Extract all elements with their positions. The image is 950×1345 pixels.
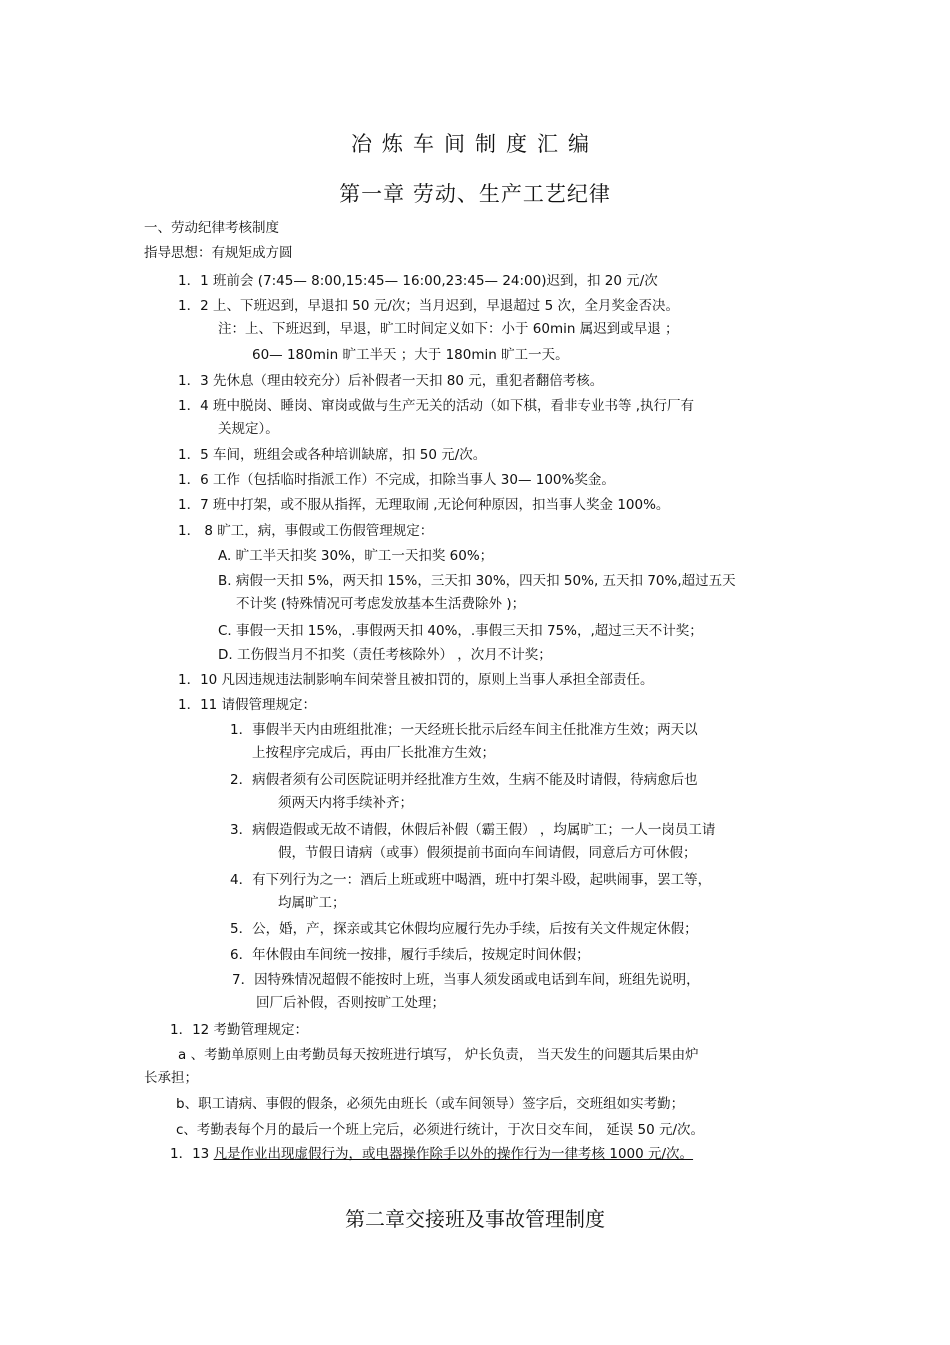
rule-1-12: 1．12 考勤管理规定： xyxy=(170,1022,309,1038)
leave-rule-4-cont: 均属旷工； xyxy=(278,895,346,911)
rule-1-1: 1．1 班前会 (7:45— 8:00,15:45— 16:00,23:45— 24:00)迟到，扣 20 元/次 xyxy=(178,273,658,289)
rule-1-8-c: C. 事假一天扣 15%，.事假两天扣 40%，.事假三天扣 75%，,超过三天不计奖； xyxy=(218,623,703,639)
attendance-rule-b: b、职工请病、事假的假条，必须先由班长（或车间领导）签字后，交班组如实考勤； xyxy=(176,1096,685,1112)
chapter-2-heading: 第二章交接班及事故管理制度 xyxy=(345,1207,605,1231)
rule-1-10: 1．10 凡因违规违法制影响车间荣誉且被扣罚的，原则上当事人承担全部责任。 xyxy=(178,672,654,688)
section-heading: 一、劳动纪律考核制度 xyxy=(144,220,279,236)
leave-rule-1-cont: 上按程序完成后，再由厂长批准方生效； xyxy=(252,745,495,761)
rule-1-2-note: 注：上、下班迟到，早退，旷工时间定义如下：小于 60min 属迟到或早退 ； xyxy=(218,321,679,337)
leave-rule-2-cont: 须两天内将手续补齐； xyxy=(278,795,413,811)
leave-rule-6: 6．年休假由车间统一按排，履行手续后，按规定时间休假； xyxy=(230,947,590,963)
rule-1-7: 1．7 班中打架，或不服从指挥，无理取闹 ,无论何种原因，扣当事人奖金 100%。 xyxy=(178,497,670,513)
document-title: 冶炼车间制度汇编 xyxy=(351,132,599,156)
rule-1-6: 1．6 工作（包括临时指派工作）不完成，扣除当事人 30— 100%奖金。 xyxy=(178,472,615,488)
leave-rule-5: 5．公，婚，产，探亲或其它休假均应履行先办手续，后按有关文件规定休假； xyxy=(230,921,698,937)
rule-1-8-a: A. 旷工半天扣奖 30%，旷工一天扣奖 60%； xyxy=(218,548,494,564)
rule-1-8: 1． 8 旷工，病，事假或工伤假管理规定： xyxy=(178,523,434,539)
attendance-rule-a: a 、考勤单原则上由考勤员每天按班进行填写， 炉长负责， 当天发生的问题其后果由炉 xyxy=(178,1047,699,1063)
rule-1-5: 1．5 车间，班组会或各种培训缺席，扣 50 元/次。 xyxy=(178,447,487,463)
attendance-rule-a-cont: 长承担； xyxy=(144,1070,198,1086)
leave-rule-3: 3．病假造假或无故不请假，休假后补假（霸王假） ，均属旷工；一人一岗员工请 xyxy=(230,822,716,838)
leave-rule-4: 4．有下列行为之一：酒后上班或班中喝酒，班中打架斗殴，起哄闹事，罢工等， xyxy=(230,872,712,888)
rule-1-3: 1．3 先休息（理由较充分）后补假者一天扣 80 元，重犯者翻倍考核。 xyxy=(178,373,604,389)
rule-1-13 xyxy=(170,1145,693,1163)
rule-1-2-note-cont: 60— 180min 旷工半天 ；大于 180min 旷工一天。 xyxy=(252,347,569,363)
leave-rule-7-cont: 回厂后补假，否则按旷工处理； xyxy=(256,995,445,1011)
guiding-principle: 指导思想：有规矩成方圆 xyxy=(144,245,293,261)
rule-1-2: 1．2 上、下班迟到，早退扣 50 元/次；当月迟到，早退超过 5 次，全月奖金否决。 xyxy=(178,298,679,314)
attendance-rule-c: c、考勤表每个月的最后一个班上完后，必须进行统计，于次日交车间， 延误 50 元/次。 xyxy=(176,1122,705,1138)
rule-1-8-b-cont: 不计奖 (特殊情况可考虑发放基本生活费除外 )； xyxy=(236,596,526,612)
rule-1-13-text: 凡是作业出现虚假行为，或电器操作除手以外的操作行为一律考核 1000 元/次。 xyxy=(213,1146,694,1162)
leave-rule-7: 7．因特殊情况超假不能按时上班，当事人须发函或电话到车间，班组先说明， xyxy=(232,972,700,988)
rule-1-4-cont: 关规定）。 xyxy=(218,421,279,437)
rule-1-8-d: D. 工伤假当月不扣奖（责任考核除外） ，次月不计奖； xyxy=(218,647,552,663)
rule-1-8-b: B. 病假一天扣 5%，两天扣 15%，三天扣 30%，四天扣 50%, 五天扣 70%,超过五天 xyxy=(218,573,736,589)
leave-rule-1: 1．事假半天内由班组批准；一天经班长批示后经车间主任批准方生效；两天以 xyxy=(230,722,698,738)
rule-1-13-number: 1．13 xyxy=(170,1146,214,1162)
leave-rule-2: 2．病假者须有公司医院证明并经批准方生效，生病不能及时请假，待病愈后也 xyxy=(230,772,698,788)
rule-1-11: 1．11 请假管理规定： xyxy=(178,697,317,713)
chapter-1-heading: 第一章 劳动、生产工艺纪律 xyxy=(339,182,611,206)
leave-rule-3-cont: 假，节假日请病（或事）假须提前书面向车间请假，同意后方可休假； xyxy=(278,845,697,861)
rule-1-4: 1．4 班中脱岗、睡岗、窜岗或做与生产无关的活动（如下棋，看非专业书等 ,执行厂有 xyxy=(178,398,695,414)
